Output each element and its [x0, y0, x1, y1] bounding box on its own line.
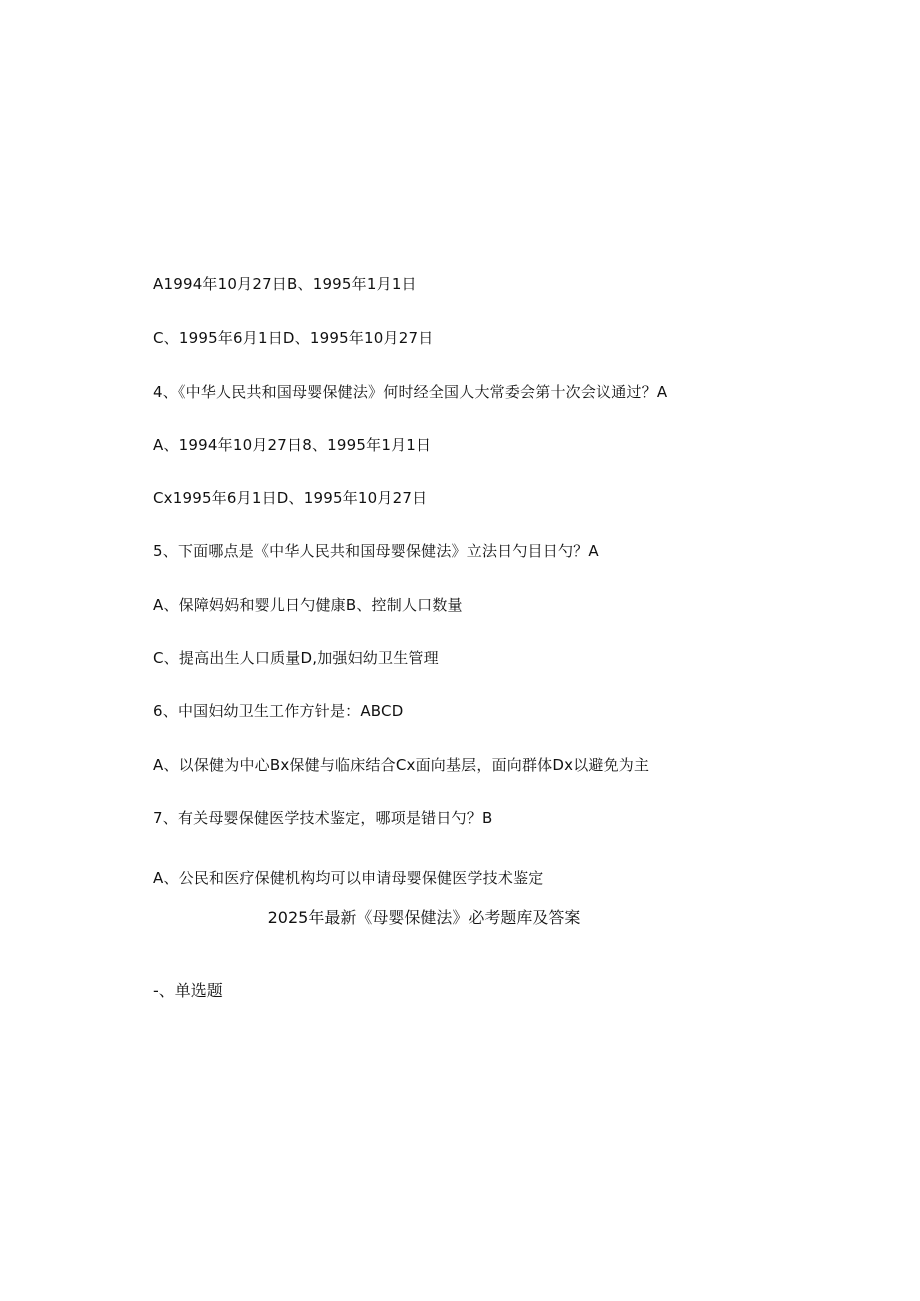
question-6-text: 6、中国妇幼卫生工作方针是：ABCD — [153, 702, 404, 720]
section-heading: -、单选题 — [153, 981, 223, 1000]
question-4-options-cd: Cx1995年6月1日D、1995年10月27日 — [153, 489, 428, 507]
question-3-options-ab: A1994年10月27日B、1995年1月1日 — [153, 275, 417, 293]
question-4-text: 4、《中华人民共和国母婴保健法》何时经全国人大常委会第十次会议通过？A — [153, 383, 668, 401]
question-5-options-cd: C、提高出生人口质量D,加强妇幼卫生管理 — [153, 649, 439, 667]
question-6-options: A、以保健为中心Bx保健与临床结合Cx面向基层，面向群体Dx以避免为主 — [153, 756, 650, 774]
question-4-options-ab: A、1994年10月27日8、1995年1月1日 — [153, 436, 432, 454]
question-7-option-a: A、公民和医疗保健机构均可以申请母婴保健医学技术鉴定 — [153, 869, 544, 887]
question-7-text: 7、有关母婴保健医学技术鉴定，哪项是错日勺？B — [153, 809, 493, 827]
document-title: 2025年最新《母婴保健法》必考题库及答案 — [267, 908, 581, 927]
question-5-options-ab: A、保障妈妈和婴儿日勺健康B、控制人口数量 — [153, 596, 463, 614]
question-3-options-cd: C、1995年6月1日D、1995年10月27日 — [153, 329, 434, 347]
question-5-text: 5、下面哪点是《中华人民共和国母婴保健法》立法日勺目日勺？A — [153, 542, 599, 560]
